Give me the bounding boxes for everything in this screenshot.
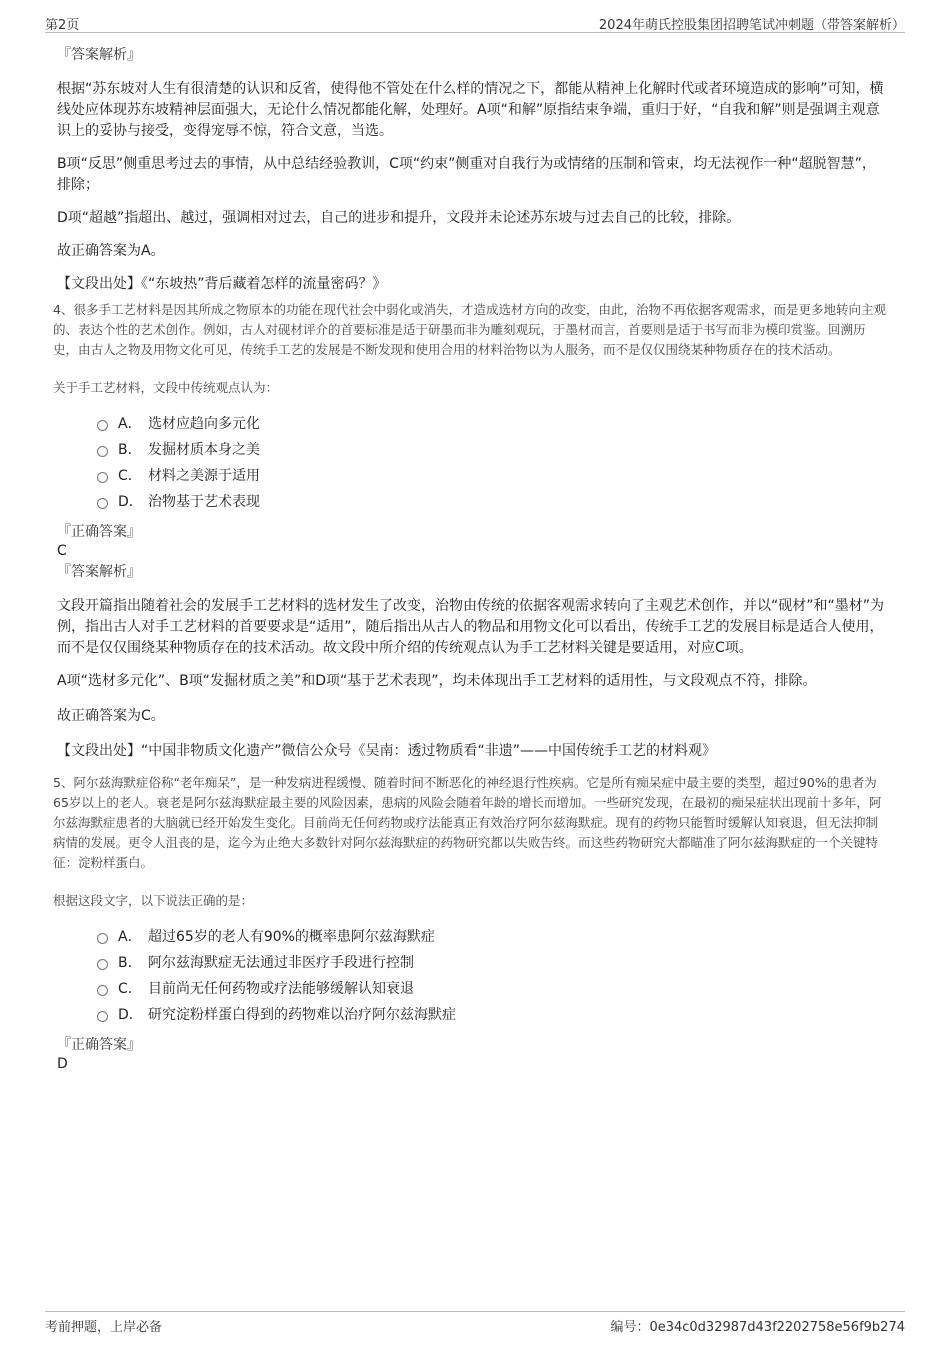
correct-answer: C — [57, 543, 67, 559]
source-citation: 【文段出处】《“东坡热”背后藏着怎样的流量密码？》 — [57, 276, 387, 292]
source-citation: 【文段出处】“中国非物质文化遗产”微信公众号《吴南：透过物质看“非遗”——中国传统手工艺的材料观》 — [57, 743, 717, 759]
option-c[interactable]: C． 目前尚无任何药物或疗法能够缓解认知衰退 — [97, 975, 888, 1001]
option-a[interactable]: A． 超过65岁的老人有90%的概率患阿尔兹海默症 — [97, 923, 888, 949]
option-d[interactable]: D． 治物基于艺术表现 — [97, 488, 888, 514]
radio-icon[interactable] — [97, 933, 108, 944]
question-4-options — [97, 410, 888, 514]
page-header — [45, 10, 905, 33]
page-content — [53, 45, 888, 1073]
analysis-paragraph: 根据“苏东坡对人生有很清楚的认识和反省，使得他不管处在什么样的情况之下，都能从精神上化解时代或者环境造成的影响”可知，横线处应体现苏东坡精神层面强大，无论什么情况都能化解，处理好。A项“和解”原指结束争端，重归于好，“自我和解”则是强调主观意识上的妥协与接受，变得宠辱不惊，符合文意，当选。 — [57, 81, 884, 139]
option-a[interactable]: A． 选材应趋向多元化 — [97, 410, 888, 436]
analysis-conclusion: 故正确答案为A。 — [57, 243, 165, 259]
analysis-paragraph: D项“超越”指超出、越过，强调相对过去，自己的进步和提升，文段并未论述苏东坡与过去自己的比较，排除。 — [57, 210, 741, 226]
question-prompt: 根据这段文字，以下说法正确的是： — [53, 893, 254, 908]
question-stem: 4、很多手工艺材料是因其所成之物原本的功能在现代社会中弱化或消失，才造成选材方向的改变，由此，治物不再依据客观需求，而是更多地转向主观的、表达个性的艺术创作。例如，古人对砚材评介的首要标准是适于研墨而非为雕刻观玩，于墨材而言，首要则是适于书写而非为模印赏鉴。回溯历史，由古人之物及用物文化可见，传统手工艺的发展是不断发现和使用合用的材料治物以为人服务，而不是仅仅围绕某种物质存在的技术活动。 — [53, 302, 886, 357]
document-title: 2024年萌氏控股集团招聘笔试冲刺题（带答案解析） — [598, 18, 905, 33]
analysis-label: 『答案解析』 — [57, 564, 141, 580]
correct-answer-label: 『正确答案』 — [57, 524, 141, 540]
radio-icon[interactable] — [97, 446, 108, 457]
page-number: 第2页 — [45, 18, 80, 33]
question-4 — [53, 300, 888, 398]
correct-answer-label: 『正确答案』 — [57, 1037, 141, 1053]
radio-icon[interactable] — [97, 472, 108, 483]
question-stem: 5、阿尔兹海默症俗称“老年痴呆”，是一种发病进程缓慢、随着时间不断恶化的神经退行性疾病。它是所有痴呆症中最主要的类型，超过90%的患者为65岁以上的老人。衰老是阿尔兹海默症最主要的风险因素，患病的风险会随着年龄的增长而增加。一些研究发现，在最初的痴呆症状出现前十多年，阿尔兹海默症患者的大脑就已经开始发生变化。目前尚无任何药物或疗法能真正有效治疗阿尔兹海默症。现有的药物只能暂时缓解认知衰退，但无法抑制病情的发展。更令人沮丧的是，迄今为止绝大多数针对阿尔兹海默症的药物研究都以失败告终。而这些药物研究大都瞄准了阿尔兹海默症的一个关键特征：淀粉样蛋白。 — [53, 775, 882, 870]
radio-icon[interactable] — [97, 498, 108, 509]
option-b[interactable]: B． 阿尔兹海默症无法通过非医疗手段进行控制 — [97, 949, 888, 975]
option-d[interactable]: D． 研究淀粉样蛋白得到的药物难以治疗阿尔兹海默症 — [97, 1001, 888, 1027]
option-b[interactable]: B． 发掘材质本身之美 — [97, 436, 888, 462]
question-5 — [53, 773, 888, 911]
analysis-paragraph: 文段开篇指出随着社会的发展手工艺材料的选材发生了改变，治物由传统的依据客观需求转向了主观艺术创作，并以“砚材”和“墨材”为例，指出古人对手工艺材料的首要要求是“适用”，随后指出从古人的物品和用物文化可以看出，传统手工艺的发展目标是适合人使用，而不是仅仅围绕某种物质存在的技术活动。故文段中所介绍的传统观点认为手工艺材料关键是要适用，对应C项。 — [57, 598, 885, 656]
document-code: 编号：0e34c0d32987d43f2202758e56f9b274 — [610, 1320, 905, 1335]
question-5-options — [97, 923, 888, 1027]
radio-icon[interactable] — [97, 959, 108, 970]
option-c[interactable]: C． 材料之美源于适用 — [97, 462, 888, 488]
analysis-conclusion: 故正确答案为C。 — [57, 708, 165, 724]
correct-answer: D — [57, 1056, 68, 1072]
analysis-paragraph: A项“选材多元化”、B项“发掘材质之美”和D项“基于艺术表现”，均未体现出手工艺材料的适用性，与文段观点不符，排除。 — [57, 673, 817, 689]
page-footer — [45, 1311, 905, 1334]
radio-icon[interactable] — [97, 985, 108, 996]
radio-icon[interactable] — [97, 420, 108, 431]
analysis-paragraph: B项“反思”侧重思考过去的事情，从中总结经验教训，C项“约束”侧重对自我行为或情绪的压制和管束，均无法视作一种“超脱智慧”，排除； — [57, 156, 876, 193]
question-prompt: 关于手工艺材料，文段中传统观点认为： — [53, 380, 279, 395]
footer-slogan: 考前押题，上岸必备 — [45, 1320, 163, 1335]
analysis-label: 『答案解析』 — [57, 47, 141, 63]
radio-icon[interactable] — [97, 1011, 108, 1022]
